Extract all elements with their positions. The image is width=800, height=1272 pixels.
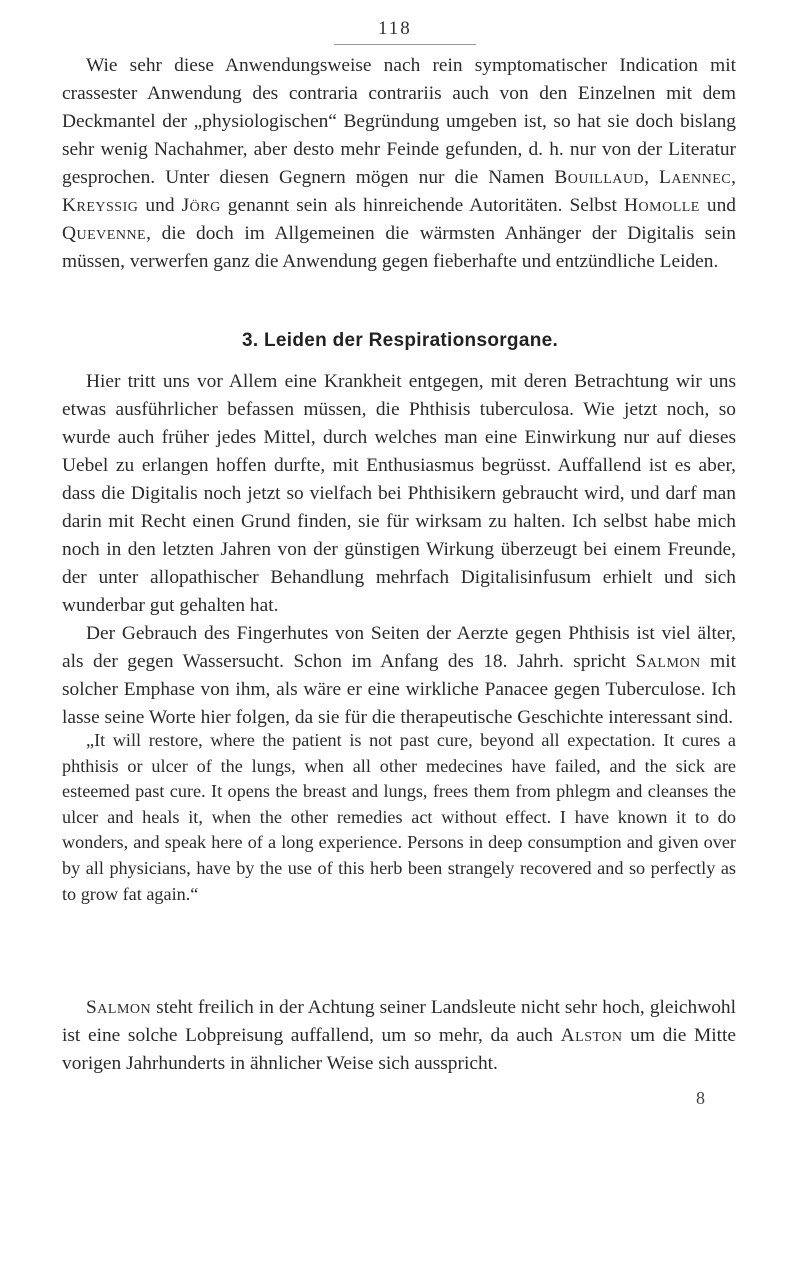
section-heading: 3. Leiden der Respirationsorgane. <box>241 330 559 351</box>
author-name: Laennec <box>659 167 732 188</box>
text-run: genannt sein als hinreichende Autoritäten. Selbst <box>220 195 625 216</box>
section-body <box>62 368 736 732</box>
author-name: Jörg <box>181 195 221 216</box>
page-number: 118 <box>378 18 412 39</box>
text-run: um die Mitte vorigen Jahrhunderts in ähnlicher Weise sich ausspricht. <box>62 1025 736 1074</box>
text-run: Wie sehr diese Anwendungsweise nach rein symptomatischer Indication mit crassester Anwendung des contraria contrariis auch von den Einzelnen mit dem Deckmantel der „physiologischen“ Begründung umgeben ist, so hat sie doch bislang sehr wenig Nachahmer, aber desto mehr Feinde gefunden, d. h. nur von der Literatur gesprochen. Unter diesen Gegnern mögen nur die Namen <box>62 55 736 188</box>
paragraph-digitalis-opponents <box>62 52 736 276</box>
paragraph-text <box>62 994 736 1078</box>
separator: und <box>138 195 182 216</box>
author-name: Homolle <box>624 195 700 216</box>
author-name: Salmon <box>86 997 152 1018</box>
text-run: steht freilich in der Achtung seiner Landsleute nicht sehr hoch, gleichwohl ist eine solche Lobpreisung auffallend, um so mehr, da auch <box>62 997 736 1046</box>
text-run: mit solcher Emphase von ihm, als wäre er eine wirkliche Panacee gegen Tuberculose. Ich lasse seine Worte hier folgen, da sie für die therapeutische Geschichte interessant sind. <box>62 651 736 728</box>
paragraph-fingerhut <box>62 620 736 732</box>
author-name: Bouillaud <box>554 167 645 188</box>
author-name: Kreyssig <box>62 195 139 216</box>
author-name: Alston <box>560 1025 623 1046</box>
header-rule <box>334 44 476 45</box>
paragraph-salmon-alston <box>62 994 736 1078</box>
english-quotation <box>62 728 736 907</box>
text-run: , die doch im Allgemeinen die wärmsten Anhänger der Digitalis sein müssen, verwerfen ganz die Anwendung gegen fieberhafte und entzündliche Leiden. <box>62 223 736 272</box>
paragraph-text <box>62 52 736 276</box>
quotation-text: „It will restore, where the patient is not past cure, beyond all expectation. It cures a phthisis or ulcer of the lungs, when all other medecines have failed, and the sick are esteemed past cure. It opens the breast and lungs, frees them from phlegm and cleanses the ulcer and heals it, when the other remedies act without effect. I have known it to do wonders, and speak here of a long experience. Persons in deep consumption and given over by all physicians, have by the use of this herb been strangely recovered and so perfectly as to grow fat again.“ <box>62 730 736 904</box>
signature-mark: 8 <box>696 1088 705 1108</box>
separator: , <box>644 167 660 188</box>
paragraph-phthisis: Hier tritt uns vor Allem eine Krankheit entgegen, mit deren Betrachtung wir uns etwas ausführlicher befassen müssen, die Phthisis tuberculosa. Wie jetzt noch, so wurde auch früher jedes Mittel, durch welches man eine Einwirkung nur auf dieses Uebel zu erlangen hoffen durfte, mit Enthusiasmus begrüsst. Auffallend ist es aber, dass die Digitalis noch jetzt so vielfach bei Phthisikern gebraucht wird, und darf man darin mit Recht einen Grund finden, sie für wirksam zu halten. Ich selbst habe mich noch in den letzten Jahren von der günstigen Wirkung überzeugt bei einem Freunde, der unter allopathischer Behandlung mehrfach Digitalisinfusum erhielt und sich wunderbar gut gehalten hat. <box>62 371 736 616</box>
text-run: Der Gebrauch des Fingerhutes von Seiten der Aerzte gegen Phthisis ist viel älter, als der gegen Wassersucht. Schon im Anfang des 18. Jahrh. spricht <box>62 623 736 672</box>
author-name: Quevenne <box>62 223 147 244</box>
separator: , <box>731 167 736 188</box>
author-name: Salmon <box>635 651 701 672</box>
separator: und <box>699 195 737 216</box>
